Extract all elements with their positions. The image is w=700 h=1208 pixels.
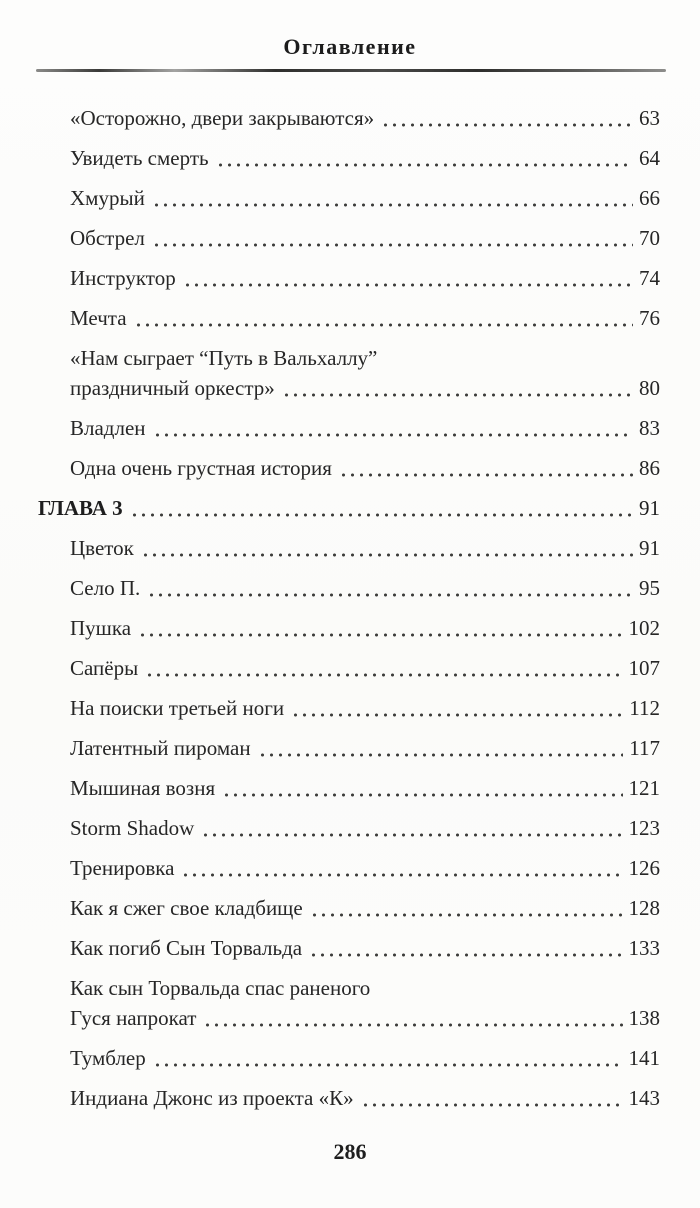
toc-entry-label: Латентный пироман: [70, 736, 251, 760]
toc-entry-row: [70, 453, 660, 483]
toc-entry-row: [70, 893, 660, 923]
dot-leader: [381, 121, 633, 129]
toc-page-number: 64: [639, 146, 660, 170]
toc-page-number: 123: [628, 816, 660, 840]
dot-leader: [282, 391, 633, 399]
toc-entry-row: [70, 653, 660, 683]
dot-leader: [152, 201, 633, 209]
toc-page-number: 112: [629, 696, 660, 720]
toc-entry: [38, 533, 660, 563]
toc-entry: [38, 223, 660, 253]
toc-entry: [38, 493, 660, 523]
toc-entry-row: [70, 933, 660, 963]
toc-page-number: 126: [628, 856, 660, 880]
toc-entry-label: «Осторожно, двери закрываются»: [70, 106, 375, 130]
dot-leader: [310, 911, 623, 919]
toc-page-number: 141: [628, 1046, 660, 1070]
toc-entry: [38, 143, 660, 173]
toc-entry-row: [70, 1083, 660, 1113]
dot-leader: [181, 871, 622, 879]
toc-entry-label: Тренировка: [70, 856, 175, 880]
toc-entry-row: [38, 493, 660, 523]
dot-leader: [201, 831, 622, 839]
toc-entry-label: Инструктор: [70, 266, 176, 290]
toc-page-number: 133: [628, 936, 660, 960]
toc-entry-row: [70, 303, 660, 333]
toc-entry-row: [70, 613, 660, 643]
toc-entry-row: [70, 813, 660, 843]
toc-entry-label: На поиски третьей ноги: [70, 696, 285, 720]
toc-entry-label: Цветок: [70, 536, 134, 560]
dot-leader: [183, 281, 633, 289]
toc-page-number: 74: [639, 266, 660, 290]
toc-page-number: 86: [639, 456, 660, 480]
toc-page-number: 95: [639, 576, 660, 600]
footer-page-number: 286: [333, 1139, 367, 1164]
toc-page-number: 107: [628, 656, 660, 680]
toc-entry-row: [70, 853, 660, 883]
toc-entry-label: «Нам сыграет “Путь в Вальхаллу”: [70, 346, 378, 370]
toc-entry-row: [70, 373, 660, 403]
toc-page-number: 76: [639, 306, 660, 330]
toc-entry: [38, 733, 660, 763]
toc-page-number: 128: [628, 896, 660, 920]
toc-entry-row: [70, 413, 660, 443]
page-title: Оглавление: [283, 34, 417, 59]
toc-entry: [38, 303, 660, 333]
toc-entry-row: [70, 263, 660, 293]
toc-page-number: 66: [639, 186, 660, 210]
dot-leader: [361, 1101, 623, 1109]
dot-leader: [203, 1021, 622, 1029]
dot-leader: [258, 751, 624, 759]
toc-entry-label: Пушка: [70, 616, 132, 640]
toc-entry: [38, 573, 660, 603]
toc-entry-label: Гуся напрокат: [70, 1006, 197, 1030]
dot-leader: [145, 671, 622, 679]
toc-entry-label: Сапёры: [70, 656, 139, 680]
toc-page-number: 83: [639, 416, 660, 440]
toc-page-number: 102: [628, 616, 660, 640]
dot-leader: [309, 951, 622, 959]
toc-entry: [38, 853, 660, 883]
dot-leader: [291, 711, 623, 719]
toc-entry-row: [70, 573, 660, 603]
toc-entry: [38, 933, 660, 963]
dot-leader: [134, 321, 633, 329]
toc-entry: [38, 813, 660, 843]
toc-entry-label: Обстрел: [70, 226, 145, 250]
toc-entry: [38, 343, 660, 403]
dot-leader: [141, 551, 633, 559]
toc-entry-label: Как я сжег свое кладбище: [70, 896, 303, 920]
toc-entry-row: [70, 143, 660, 173]
toc-page-number: 91: [639, 496, 660, 520]
toc-entry-label: Владлен: [70, 416, 146, 440]
dot-leader: [153, 431, 633, 439]
toc-entry-row: [70, 183, 660, 213]
toc-entry: [38, 693, 660, 723]
toc-entry-label: Мышиная возня: [70, 776, 216, 800]
toc-entry-row: [70, 773, 660, 803]
toc-entry-label: ГЛАВА 3: [38, 496, 123, 520]
toc-page-number: 80: [639, 376, 660, 400]
toc-page-number: 70: [639, 226, 660, 250]
toc-entry-label: Увидеть смерть: [70, 146, 209, 170]
toc-entry-row: [70, 223, 660, 253]
dot-leader: [138, 631, 622, 639]
toc-entry-label: праздничный оркестр»: [70, 376, 275, 400]
toc-entry-row: [70, 693, 660, 723]
toc-entry-label: Село П.: [70, 576, 141, 600]
dot-leader: [152, 241, 633, 249]
toc-entry: [38, 263, 660, 293]
toc-entry: [38, 413, 660, 443]
toc-entry-label: Как сын Торвальда спас раненого: [70, 976, 371, 1000]
toc-entry-row: [70, 1043, 660, 1073]
toc-entry-label: Индиана Джонс из проекта «К»: [70, 1086, 354, 1110]
toc-entry: [38, 453, 660, 483]
toc-page-number: 138: [628, 1006, 660, 1030]
dot-leader: [222, 791, 622, 799]
dot-leader: [147, 591, 633, 599]
toc-entry-label: Мечта: [70, 306, 127, 330]
toc-entry-row: [70, 103, 660, 133]
toc-entry-label: Хмурый: [70, 186, 145, 210]
toc-entry-row: [70, 733, 660, 763]
toc-entry: [38, 613, 660, 643]
toc-entry: [38, 103, 660, 133]
toc-entry-row: [70, 1003, 660, 1033]
toc-entry-label: Тумблер: [70, 1046, 146, 1070]
dot-leader: [216, 161, 633, 169]
toc-entry-row: [70, 533, 660, 563]
toc-entry: [38, 893, 660, 923]
toc-page-number: 143: [628, 1086, 660, 1110]
dot-leader: [153, 1061, 623, 1069]
toc-entry-label: Как погиб Сын Торвальда: [70, 936, 303, 960]
toc-page-number: 121: [628, 776, 660, 800]
toc-entry: [38, 653, 660, 683]
toc-page-number: 63: [639, 106, 660, 130]
toc-entry: [38, 183, 660, 213]
toc-entry: [38, 1043, 660, 1073]
toc-entry: [38, 1083, 660, 1113]
dot-leader: [339, 471, 633, 479]
title-rule: [36, 69, 666, 72]
dot-leader: [130, 511, 633, 519]
toc-list: [0, 103, 700, 1113]
toc-entry: [38, 773, 660, 803]
toc-page-number: 91: [639, 536, 660, 560]
toc-entry-label: Storm Shadow: [70, 816, 195, 840]
toc-entry-label: Одна очень грустная история: [70, 456, 332, 480]
toc-entry: [38, 973, 660, 1033]
toc-page-number: 117: [629, 736, 660, 760]
